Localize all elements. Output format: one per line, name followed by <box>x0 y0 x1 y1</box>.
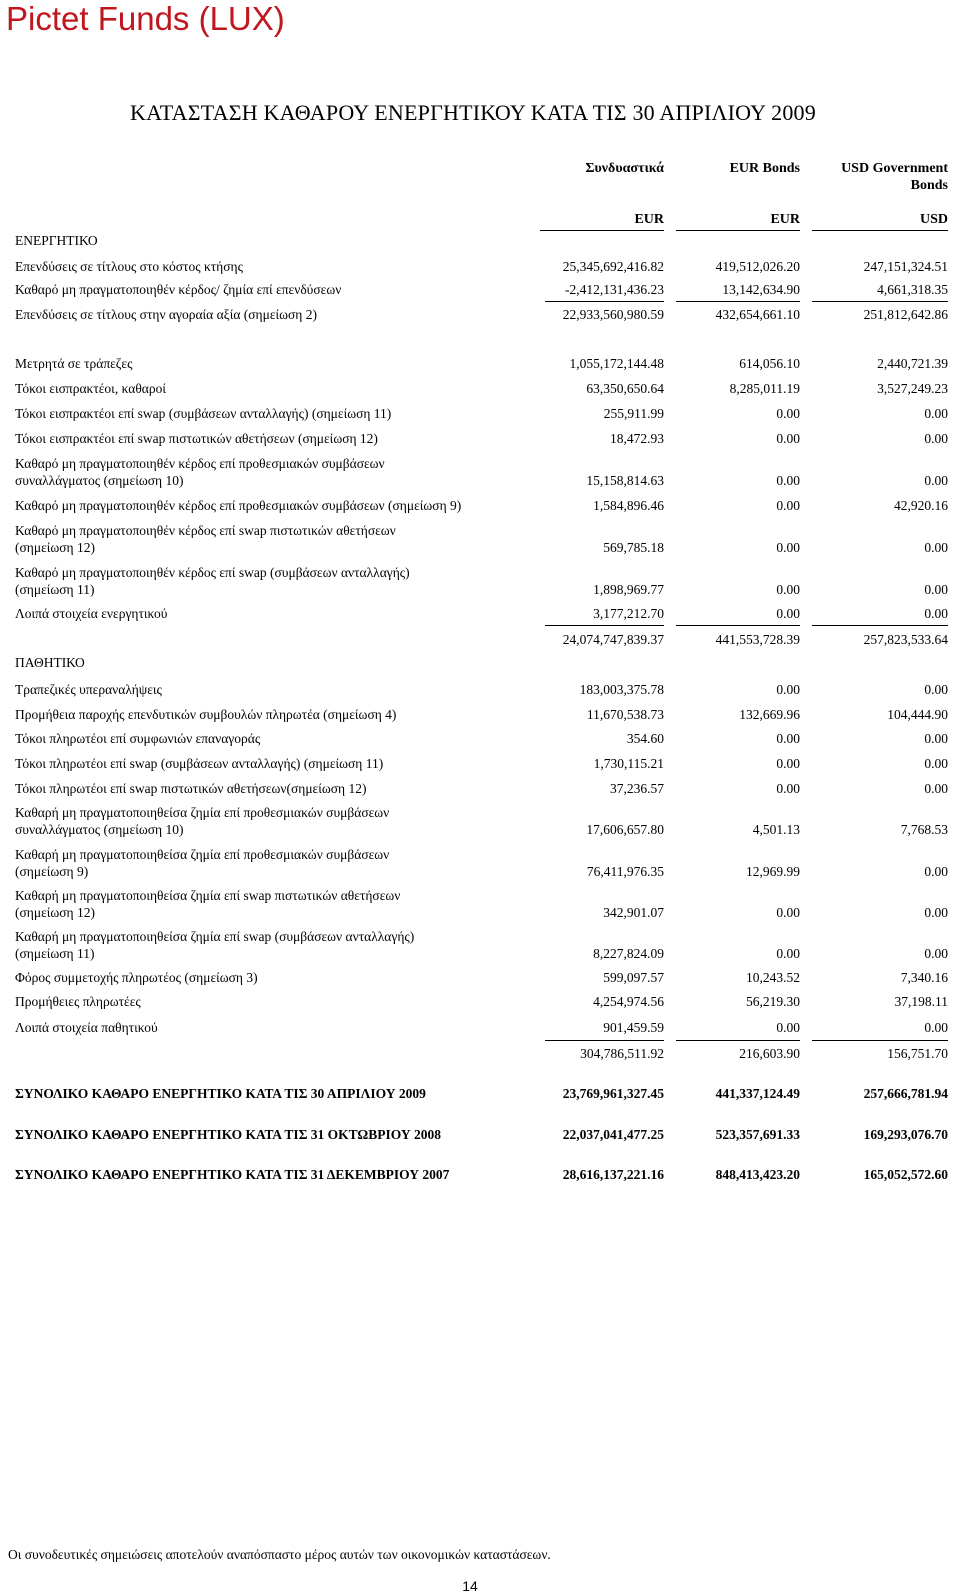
value-eur-bonds: 0.00 <box>776 406 800 421</box>
value-usd-government-bonds: 3,527,249.23 <box>877 381 948 396</box>
total-rule <box>545 1040 664 1041</box>
row-label: Καθαρή μη πραγματοποιηθείσα ζημία επί swap πιστωτικών αθετήσεων <box>15 888 401 903</box>
row-label: Λοιπά στοιχεία παθητικού <box>15 1020 158 1035</box>
section-heading-assets: ΕΝΕΡΓΗΤΙΚΟ <box>15 233 98 248</box>
value-combined: 22,037,041,477.25 <box>562 1127 664 1142</box>
value-combined: 3,177,212.70 <box>593 606 664 621</box>
total-rule <box>545 625 664 626</box>
row-label: Τόκοι εισπρακτέοι, καθαροί <box>15 381 166 396</box>
row-label: Καθαρό μη πραγματοποιηθέν κέρδος/ ζημία επί επενδύσεων <box>15 282 342 297</box>
value-eur-bonds: 0.00 <box>776 756 800 771</box>
value-usd-government-bonds: 42,920.16 <box>894 498 948 513</box>
row-label: Τόκοι πληρωτέοι επί συμφωνιών επαναγοράς <box>15 731 261 746</box>
value-combined: 17,606,657.80 <box>586 822 664 837</box>
value-eur-bonds: 0.00 <box>776 946 800 961</box>
column-header-line: USD Government <box>841 161 948 176</box>
row-label: Λοιπά στοιχεία ενεργητικού <box>15 606 168 621</box>
value-eur-bonds: 0.00 <box>776 731 800 746</box>
value-combined: 18,472.93 <box>610 431 664 446</box>
row-label-continued: συναλλάγματος (σημείωση 10) <box>15 473 184 488</box>
total-rule <box>676 625 800 626</box>
value-combined: 4,254,974.56 <box>593 994 664 1009</box>
row-label: Τόκοι πληρωτέοι επί swap πιστωτικών αθετήσεων(σημείωση 12) <box>15 781 367 796</box>
value-usd-government-bonds: 0.00 <box>924 682 948 697</box>
value-usd-government-bonds: 0.00 <box>924 864 948 879</box>
row-label-continued: συναλλάγματος (σημείωση 10) <box>15 822 184 837</box>
value-eur-bonds: 56,219.30 <box>746 994 800 1009</box>
value-usd-government-bonds: 0.00 <box>924 1020 948 1035</box>
value-eur-bonds: 10,243.52 <box>746 970 800 985</box>
subtotal-rule <box>545 301 664 302</box>
value-combined: 183,003,375.78 <box>579 682 664 697</box>
value-combined: -2,412,131,436.23 <box>565 282 664 297</box>
brand-title: Pictet Funds (LUX) <box>6 0 285 37</box>
value-combined: 25,345,692,416.82 <box>562 259 664 274</box>
row-label-continued: (σημείωση 12) <box>15 540 95 555</box>
value-eur-bonds: 0.00 <box>776 1020 800 1035</box>
subtotal-rule <box>676 301 800 302</box>
value-usd-government-bonds: 0.00 <box>924 431 948 446</box>
row-label: Τόκοι πληρωτέοι επί swap (συμβάσεων ανταλλαγής) (σημείωση 11) <box>15 756 384 771</box>
row-label-continued: (σημείωση 11) <box>15 582 95 597</box>
subtotal-rule <box>812 301 948 302</box>
value-eur-bonds: 441,337,124.49 <box>715 1086 800 1101</box>
value-usd-government-bonds: 0.00 <box>924 781 948 796</box>
value-combined: 901,459.59 <box>603 1020 664 1035</box>
value-combined: 255,911.99 <box>603 406 664 421</box>
row-label: Τόκοι εισπρακτέοι επί swap (συμβάσεων ανταλλαγής) (σημείωση 11) <box>15 406 392 421</box>
value-eur-bonds: 12,969.99 <box>746 864 800 879</box>
value-combined: 8,227,824.09 <box>593 946 664 961</box>
value-usd-government-bonds: 169,293,076.70 <box>863 1127 948 1142</box>
value-usd-government-bonds: 0.00 <box>924 606 948 621</box>
footnote: Οι συνοδευτικές σημειώσεις αποτελούν αναπόσπαστο μέρος αυτών των οικονομικών καταστάσεων. <box>8 1547 551 1562</box>
value-eur-bonds: 13,142,634.90 <box>722 282 800 297</box>
row-label: Μετρητά σε τράπεζες <box>15 356 133 371</box>
value-combined: 354.60 <box>626 731 664 746</box>
value-usd-government-bonds: 251,812,642.86 <box>863 307 948 322</box>
value-eur-bonds: 0.00 <box>776 473 800 488</box>
row-label-continued: (σημείωση 12) <box>15 905 95 920</box>
value-combined: 1,898,969.77 <box>593 582 664 597</box>
page-number: 14 <box>462 1578 478 1594</box>
value-usd-government-bonds: 2,440,721.39 <box>877 356 948 371</box>
value-combined: 569,785.18 <box>603 540 664 555</box>
row-label-continued: (σημείωση 11) <box>15 946 95 961</box>
value-eur-bonds: 0.00 <box>776 905 800 920</box>
value-eur-bonds: 432,654,661.10 <box>715 307 800 322</box>
row-label: Προμήθειες πληρωτέες <box>15 994 141 1009</box>
value-usd-government-bonds: 0.00 <box>924 756 948 771</box>
header-rule <box>676 230 800 231</box>
value-usd-government-bonds: 0.00 <box>924 473 948 488</box>
value-usd-government-bonds: 257,666,781.94 <box>863 1086 948 1101</box>
row-label-continued: (σημείωση 9) <box>15 864 89 879</box>
row-label: Καθαρό μη πραγματοποιηθέν κέρδος επί προθεσμιακών συμβάσεων <box>15 456 385 471</box>
row-label: Τραπεζικές υπεραναλήψεις <box>15 682 162 697</box>
currency-header: EUR <box>770 212 800 227</box>
value-combined: 11,670,538.73 <box>586 707 664 722</box>
value-eur-bonds: 0.00 <box>776 682 800 697</box>
total-eur-bonds: 441,553,728.39 <box>715 632 800 647</box>
net-assets-label: ΣΥΝΟΛΙΚΟ ΚΑΘΑΡΟ ΕΝΕΡΓΗΤΙΚΟ ΚΑΤΑ ΤΙΣ 30 ΑΠΡΙΛΙΟΥ 2009 <box>15 1086 426 1101</box>
total-combined: 304,786,511.92 <box>580 1046 664 1061</box>
value-usd-government-bonds: 7,768.53 <box>900 822 948 837</box>
value-combined: 63,350,650.64 <box>586 381 664 396</box>
row-label: Επενδύσεις σε τίτλους στο κόστος κτήσης <box>15 259 243 274</box>
value-usd-government-bonds: 0.00 <box>924 406 948 421</box>
column-header-combined: Συνδυαστικά <box>585 161 664 176</box>
column-header-eur-bonds: EUR Bonds <box>729 161 800 176</box>
value-combined: 1,730,115.21 <box>593 756 664 771</box>
statement-title: ΚΑΤΑΣΤΑΣΗ ΚΑΘΑΡΟΥ ΕΝΕΡΓΗΤΙΚΟΥ ΚΑΤΑ ΤΙΣ 30 ΑΠΡΙΛΙΟΥ 2009 <box>130 100 816 125</box>
value-combined: 37,236.57 <box>610 781 664 796</box>
value-eur-bonds: 523,357,691.33 <box>715 1127 800 1142</box>
value-eur-bonds: 0.00 <box>776 431 800 446</box>
value-eur-bonds: 419,512,026.20 <box>715 259 800 274</box>
currency-header: EUR <box>634 212 664 227</box>
value-usd-government-bonds: 165,052,572.60 <box>863 1167 948 1182</box>
row-label: Καθαρό μη πραγματοποιηθέν κέρδος επί swap πιστωτικών αθετήσεων <box>15 523 396 538</box>
value-eur-bonds: 0.00 <box>776 498 800 513</box>
value-combined: 1,584,896.46 <box>593 498 664 513</box>
value-usd-government-bonds: 0.00 <box>924 905 948 920</box>
value-combined: 342,901.07 <box>603 905 664 920</box>
row-label: Επενδύσεις σε τίτλους στην αγοραία αξία (σημείωση 2) <box>15 307 317 322</box>
total-usd-government-bonds: 257,823,533.64 <box>863 632 948 647</box>
value-eur-bonds: 0.00 <box>776 582 800 597</box>
total-rule <box>676 1040 800 1041</box>
value-eur-bonds: 8,285,011.19 <box>729 381 800 396</box>
value-eur-bonds: 0.00 <box>776 781 800 796</box>
net-assets-label: ΣΥΝΟΛΙΚΟ ΚΑΘΑΡΟ ΕΝΕΡΓΗΤΙΚΟ ΚΑΤΑ ΤΙΣ 31 ΔΕΚΕΜΒΡΙΟΥ 2007 <box>15 1167 450 1182</box>
row-label: Καθαρή μη πραγματοποιηθείσα ζημία επί swap (συμβάσεων ανταλλαγής) <box>15 929 415 944</box>
total-rule <box>812 625 948 626</box>
row-label: Καθαρό μη πραγματοποιηθέν κέρδος επί swap (συμβάσεων ανταλλαγής) <box>15 565 410 580</box>
value-usd-government-bonds: 4,661,318.35 <box>877 282 948 297</box>
value-combined: 15,158,814.63 <box>586 473 664 488</box>
net-assets-label: ΣΥΝΟΛΙΚΟ ΚΑΘΑΡΟ ΕΝΕΡΓΗΤΙΚΟ ΚΑΤΑ ΤΙΣ 31 ΟΚΤΩΒΡΙΟΥ 2008 <box>15 1127 442 1142</box>
value-usd-government-bonds: 0.00 <box>924 731 948 746</box>
total-eur-bonds: 216,603.90 <box>739 1046 800 1061</box>
header-rule <box>540 230 664 231</box>
row-label: Τόκοι εισπρακτέοι επί swap πιστωτικών αθετήσεων (σημείωση 12) <box>15 431 378 446</box>
column-header-line: Bonds <box>910 178 948 193</box>
total-usd-government-bonds: 156,751.70 <box>887 1046 948 1061</box>
total-combined: 24,074,747,839.37 <box>562 632 664 647</box>
row-label: Καθαρή μη πραγματοποιηθείσα ζημία επί προθεσμιακών συμβάσεων <box>15 847 390 862</box>
row-label: Καθαρό μη πραγματοποιηθέν κέρδος επί προθεσμιακών συμβάσεων (σημείωση 9) <box>15 498 462 513</box>
currency-header: USD <box>919 212 948 227</box>
header-rule <box>812 230 948 231</box>
row-label: Καθαρή μη πραγματοποιηθείσα ζημία επί προθεσμιακών συμβάσεων <box>15 805 390 820</box>
value-combined: 76,411,976.35 <box>586 864 664 879</box>
total-rule <box>812 1040 948 1041</box>
column-header-usd-government-bonds <box>815 160 948 194</box>
value-usd-government-bonds: 0.00 <box>924 540 948 555</box>
value-combined: 1,055,172,144.48 <box>569 356 664 371</box>
value-usd-government-bonds: 0.00 <box>924 582 948 597</box>
value-combined: 599,097.57 <box>603 970 664 985</box>
row-label: Προμήθεια παροχής επενδυτικών συμβουλών πληρωτέα (σημείωση 4) <box>15 707 397 722</box>
value-usd-government-bonds: 104,444.90 <box>887 707 948 722</box>
value-eur-bonds: 0.00 <box>776 540 800 555</box>
row-label: Φόρος συμμετοχής πληρωτέος (σημείωση 3) <box>15 970 258 985</box>
value-eur-bonds: 0.00 <box>776 606 800 621</box>
section-heading-liabilities: ΠΑΘΗΤΙΚΟ <box>15 655 85 670</box>
value-eur-bonds: 132,669.96 <box>739 707 800 722</box>
value-usd-government-bonds: 7,340.16 <box>900 970 948 985</box>
value-usd-government-bonds: 0.00 <box>924 946 948 961</box>
value-usd-government-bonds: 37,198.11 <box>894 994 948 1009</box>
value-combined: 22,933,560,980.59 <box>562 307 664 322</box>
value-eur-bonds: 848,413,423.20 <box>715 1167 800 1182</box>
value-usd-government-bonds: 247,151,324.51 <box>863 259 948 274</box>
value-eur-bonds: 4,501.13 <box>752 822 800 837</box>
value-eur-bonds: 614,056.10 <box>739 356 800 371</box>
value-combined: 28,616,137,221.16 <box>562 1167 664 1182</box>
value-combined: 23,769,961,327.45 <box>562 1086 664 1101</box>
